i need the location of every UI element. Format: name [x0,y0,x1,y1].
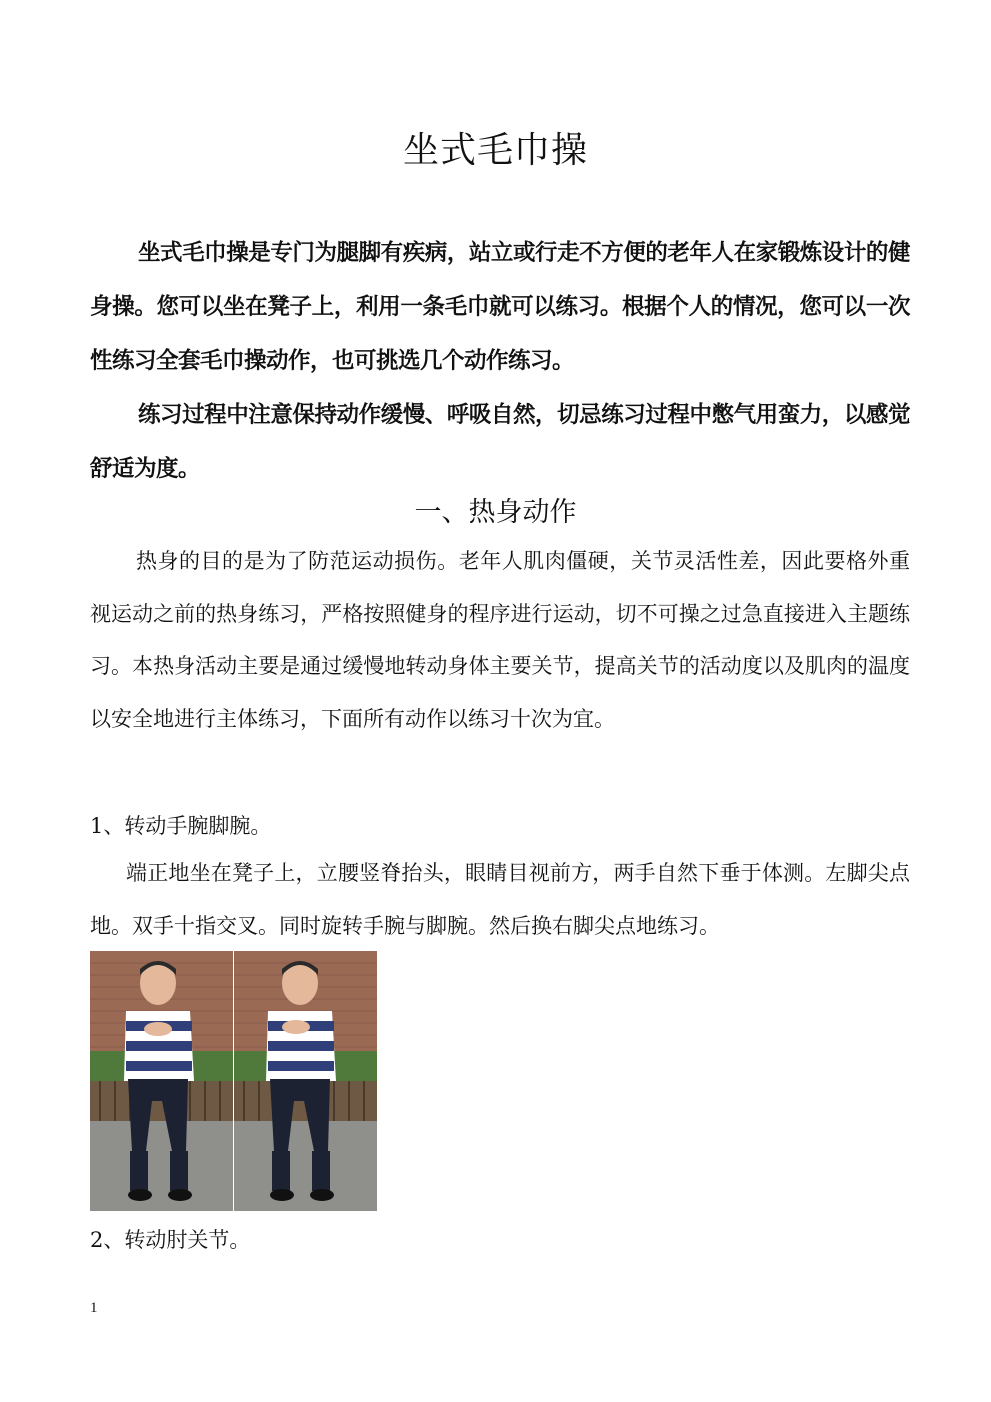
item-1-paragraph: 端正地坐在凳子上，立腰竖脊抬头，眼睛目视前方，两手自然下垂于体测。左脚尖点地。双手十指交叉。同时旋转手腕与脚腕。然后换右脚尖点地练习。 [90,861,910,938]
exercise-photo [90,951,377,1211]
section-paragraph: 热身的目的是为了防范运动损伤。老年人肌肉僵硬，关节灵活性差，因此要格外重视运动之前的热身练习，严格按照健身的程序进行运动，切不可操之过急直接进入主题练习。本热身活动主要是通过缓慢地转动身体主要关节，提高关节的活动度以及肌肉的温度以安全地进行主体练习，下面所有动作以练习十次为宜。 [90,549,910,731]
intro-paragraph-2: 练习过程中注意保持动作缓慢、呼吸自然，切忌练习过程中憋气用蛮力，以感觉舒适为度。 [90,402,910,482]
page-number: 1 [90,1300,98,1316]
item-2-heading: 2、转动肘关节。 [90,1228,251,1252]
photo-panel-right [234,951,377,1211]
section-heading: 一、热身动作 [414,497,577,528]
intro-text [90,226,910,496]
document-title: 坐式毛巾操 [402,130,588,171]
item-1-body [90,847,910,952]
intro-paragraph-1: 坐式毛巾操是专门为腿脚有疾病，站立或行走不方便的老年人在家锻炼设计的健身操。您可以坐在凳子上，利用一条毛巾就可以练习。根据个人的情况，您可以一次性练习全套毛巾操动作，也可挑选几个动作练习。 [90,240,910,374]
item-1-heading: 1、转动手腕脚腕。 [90,814,272,838]
photo-panel-left [90,951,233,1211]
section-body [90,535,910,745]
